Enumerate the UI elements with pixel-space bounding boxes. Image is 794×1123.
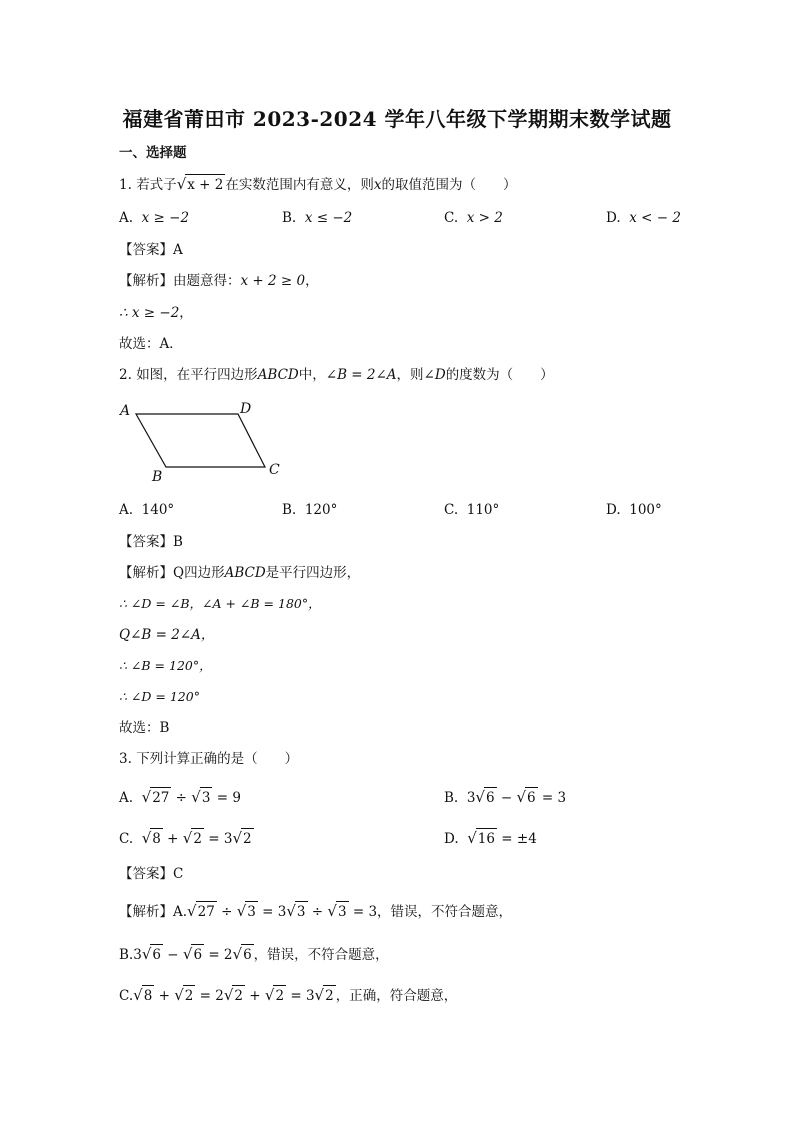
analysis-2-step: Q∠B = 2∠A， bbox=[119, 627, 215, 643]
parallelogram-shape bbox=[136, 414, 265, 467]
analysis-3: 【解析】A.√27 ÷ √3 = 3√3 ÷ √3 = 3，错误，不符合题意， bbox=[119, 902, 513, 920]
sqrt-icon: √ bbox=[327, 902, 337, 920]
option-a: A. 140° bbox=[119, 502, 175, 518]
option-a: A. x ≥ −2 bbox=[119, 210, 190, 226]
sqrt-icon: √ bbox=[232, 945, 243, 963]
sqrt-icon: √ bbox=[191, 788, 201, 806]
page-title: 福建省莆田市 2023-2024 学年八年级下学期期末数学试题 bbox=[122, 107, 672, 131]
parallelogram-figure bbox=[110, 398, 300, 488]
sqrt-icon: √ bbox=[516, 788, 527, 806]
question-3: 3. 下列计算正确的是（ ） bbox=[119, 751, 299, 767]
option-b: B. x ≤ −2 bbox=[282, 210, 353, 226]
conclusion-2: 故选：B bbox=[119, 720, 170, 736]
sqrt-icon: √ bbox=[314, 986, 325, 1004]
conclusion-1: 故选：A． bbox=[119, 336, 183, 352]
sqrt-icon: √ bbox=[174, 986, 184, 1004]
option-d: D. 100° bbox=[606, 502, 662, 518]
sqrt-icon: √ bbox=[141, 788, 152, 806]
question-2: 2. 如图，在平行四边形ABCD中，∠B = 2∠A，则∠D的度数为（ ） bbox=[119, 367, 554, 383]
sqrt-icon: √ bbox=[223, 986, 234, 1004]
vertex-label-c: C bbox=[269, 462, 280, 478]
sqrt-icon: √ bbox=[232, 829, 242, 847]
sqrt-icon: √ bbox=[475, 788, 485, 806]
answer-3: 【答案】C bbox=[119, 866, 184, 882]
sqrt-icon: √ bbox=[176, 175, 187, 193]
sqrt-icon: √ bbox=[141, 945, 152, 963]
answer-1: 【答案】A bbox=[119, 242, 183, 258]
vertex-label-a: A bbox=[120, 403, 131, 419]
option-d: D. √16 = ±4 bbox=[444, 829, 537, 847]
sqrt-icon: √ bbox=[141, 829, 152, 847]
question-number: 2. bbox=[119, 367, 132, 383]
sqrt-icon: √ bbox=[182, 945, 193, 963]
vertex-label-b: B bbox=[152, 469, 163, 485]
answer-2: 【答案】B bbox=[119, 534, 183, 550]
analysis-2-step: ∴ ∠B = 120°， bbox=[119, 658, 212, 673]
question-number: 3. bbox=[119, 751, 132, 767]
question-number: 1. bbox=[119, 177, 132, 193]
analysis-1: 【解析】由题意得：x + 2 ≥ 0， bbox=[119, 273, 319, 289]
option-c: C. 110° bbox=[444, 502, 500, 518]
sqrt-icon: √ bbox=[286, 902, 296, 920]
sqrt-icon: √ bbox=[133, 986, 143, 1004]
sqrt-icon: √ bbox=[467, 829, 477, 847]
option-a: A. √27 ÷ √3 = 9 bbox=[119, 788, 241, 806]
analysis-2-step: ∴ ∠D = ∠B，∠A + ∠B = 180°， bbox=[119, 596, 321, 611]
option-c: C. √8 + √2 = 3√2 bbox=[119, 829, 252, 847]
option-b: B. 3√6 − √6 = 3 bbox=[444, 788, 567, 806]
option-c: C. x > 2 bbox=[444, 210, 503, 226]
question-1: 1. 若式子√x + 2 在实数范围内有意义，则x的取值范围为（ ） bbox=[119, 175, 517, 193]
vertex-label-d: D bbox=[240, 401, 252, 417]
analysis-2: 【解析】Q四边形ABCD是平行四边形， bbox=[119, 565, 361, 581]
analysis-3-b: B.3√6 − √6 = 2√6 ，错误，不符合题意， bbox=[119, 945, 389, 963]
analysis-2-step: ∴ ∠D = 120° bbox=[119, 689, 200, 704]
option-d: D. x < − 2 bbox=[606, 210, 681, 226]
sqrt-icon: √ bbox=[182, 829, 193, 847]
section-heading: 一、选择题 bbox=[119, 145, 187, 161]
sqrt-icon: √ bbox=[264, 986, 275, 1004]
option-b: B. 120° bbox=[282, 502, 338, 518]
sqrt-icon: √ bbox=[236, 902, 247, 920]
analysis-3-c: C.√8 + √2 = 2√2 + √2 = 3√2 ，正确，符合题意， bbox=[119, 986, 458, 1004]
analysis-1-step: ∴ x ≥ −2， bbox=[119, 305, 193, 321]
sqrt-icon: √ bbox=[187, 902, 197, 920]
